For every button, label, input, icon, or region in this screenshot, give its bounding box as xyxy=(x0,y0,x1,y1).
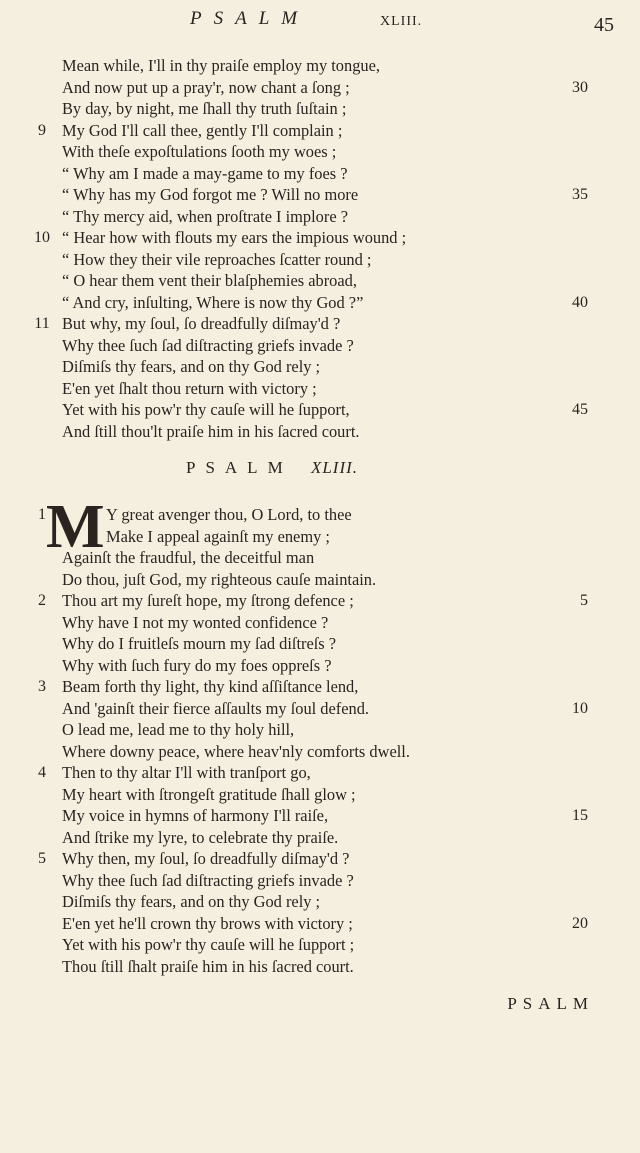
verse-text: And ſtrike my lyre, to celebrate thy praiſe. xyxy=(62,827,339,847)
verse-text: Thou ſtill ſhalt praiſe him in his ſacred court. xyxy=(62,956,354,976)
verse-line xyxy=(0,891,640,913)
verse-text: E'en yet he'll crown thy brows with victory ; xyxy=(62,913,353,933)
verse-line xyxy=(0,163,640,185)
verse-line xyxy=(0,956,640,978)
verse-text: And 'gainſt their fierce aſſaults my ſoul defend. xyxy=(62,698,369,718)
verse-text: Make I appeal againſt my enemy ; xyxy=(106,526,330,546)
verse-line xyxy=(0,526,640,548)
verse-text: E'en yet ſhalt thou return with victory ; xyxy=(62,378,317,398)
verse-line xyxy=(0,421,640,443)
verse-text: Diſmiſs thy fears, and on thy God rely ; xyxy=(62,357,321,376)
verse-line xyxy=(0,356,640,378)
verse-text: Then to thy altar I'll with tranſport go, xyxy=(62,763,311,782)
verse-line xyxy=(0,77,640,99)
line-number: 15 xyxy=(572,807,588,824)
catchword: PSALM xyxy=(507,994,594,1013)
verse-line xyxy=(0,934,640,956)
verse-line xyxy=(0,399,640,421)
verse-number: 3 xyxy=(38,678,46,695)
verse-line xyxy=(0,590,640,612)
verse-text: And now put up a pray'r, now chant a ſong ; xyxy=(62,77,350,97)
verse-text: Yet with his pow'r thy cauſe will he ſupport ; xyxy=(62,935,355,954)
verse-number: 10 xyxy=(34,229,50,246)
line-number: 45 xyxy=(572,401,588,418)
verse-text: My God I'll call thee, gently I'll complain ; xyxy=(62,120,343,140)
verse-number: 1 xyxy=(38,506,46,523)
section-heading-number: XLIII. xyxy=(310,458,359,477)
running-head-psalm-number: XLIII. xyxy=(380,14,423,29)
verse-text: “ Thy mercy aid, when proſtrate I implore ? xyxy=(62,206,348,226)
verse-text: Yet with his pow'r thy cauſe will he ſupport, xyxy=(62,400,350,419)
verse-text: Why do I fruitleſs mourn my ſad diſtreſs ? xyxy=(62,634,337,653)
verse-text: Where downy peace, where heav'nly comforts dwell. xyxy=(62,741,410,761)
verse-text: “ Why am I made a may-game to my foes ? xyxy=(62,163,348,183)
verse-line xyxy=(0,55,640,77)
verse-text: “ O hear them vent their blaſphemies abroad, xyxy=(62,271,357,290)
verse-line xyxy=(0,141,640,163)
verse-text: “ How they their vile reproaches ſcatter round ; xyxy=(62,249,372,269)
verse-line xyxy=(0,270,640,292)
verse-text: And ſtill thou'lt praiſe him in his ſacred court. xyxy=(62,421,360,441)
verse-text: Why with ſuch fury do my foes oppreſs ? xyxy=(62,655,332,675)
verse-number: 11 xyxy=(34,315,50,332)
verse-text: Why thee ſuch ſad diſtracting griefs invade ? xyxy=(62,335,354,355)
verse-line xyxy=(0,569,640,591)
verse-line xyxy=(0,292,640,314)
line-number: 20 xyxy=(572,914,588,932)
verse-line xyxy=(0,805,640,827)
verse-text: Thou art my ſureſt hope, my ſtrong defence ; xyxy=(62,591,354,610)
verse-line xyxy=(0,913,640,935)
verse-line xyxy=(0,120,640,142)
verse-line xyxy=(0,848,640,870)
verse-text: My voice in hymns of harmony I'll raiſe, xyxy=(62,806,329,825)
verse-line xyxy=(0,762,640,784)
verse-text: Y great avenger thou, O Lord, to thee xyxy=(106,505,352,524)
running-head-title: PSALM xyxy=(190,8,310,29)
verse-line xyxy=(0,249,640,271)
verse-line xyxy=(0,870,640,892)
verse-text: With theſe expoſtulations ſooth my woes ; xyxy=(62,142,337,161)
line-number: 5 xyxy=(580,592,588,609)
verse-text: “ And cry, inſulting, Where is now thy God ?” xyxy=(62,292,364,312)
verse-line xyxy=(0,335,640,357)
verse-line xyxy=(0,827,640,849)
verse-text: “ Hear how with flouts my ears the impious wound ; xyxy=(62,228,407,247)
verse-text: Againſt the fraudful, the deceitful man xyxy=(62,548,315,567)
verse-number: 5 xyxy=(38,850,46,867)
section-heading xyxy=(186,458,358,478)
verse-text: O lead me, lead me to thy holy hill, xyxy=(62,720,295,739)
section-heading-title: PSALM xyxy=(186,458,293,477)
line-number: 40 xyxy=(572,293,588,311)
verse-line xyxy=(0,206,640,228)
verse-line xyxy=(0,98,640,120)
verse-text: “ Why has my God forgot me ? Will no more xyxy=(62,185,359,204)
page-number: 45 xyxy=(594,14,614,36)
verse-line xyxy=(0,313,640,335)
line-number: 30 xyxy=(572,78,588,96)
verse-line xyxy=(0,227,640,249)
verse-text: By day, by night, me ſhall thy truth ſuſtain ; xyxy=(62,99,347,118)
verse-line xyxy=(0,378,640,400)
verse-text: Why have I not my wonted confidence ? xyxy=(62,612,329,632)
psalm-42-conclusion xyxy=(0,55,640,442)
verse-line xyxy=(0,676,640,698)
verse-line xyxy=(0,741,640,763)
verse-number: 9 xyxy=(38,121,46,139)
verse-text: Why thee ſuch ſad diſtracting griefs invade ? xyxy=(62,870,354,890)
verse-number: 2 xyxy=(38,592,46,609)
verse-text: Mean while, I'll in thy praiſe employ my tongue, xyxy=(62,56,380,75)
verse-line xyxy=(0,784,640,806)
verse-text: Why then, my ſoul, ſo dreadfully diſmay'd ? xyxy=(62,849,350,868)
verse-text: Do thou, juſt God, my righteous cauſe maintain. xyxy=(62,569,377,589)
verse-line xyxy=(0,612,640,634)
verse-line xyxy=(0,719,640,741)
line-number: 35 xyxy=(572,186,588,203)
verse-text: Diſmiſs thy fears, and on thy God rely ; xyxy=(62,892,321,911)
verse-line xyxy=(0,547,640,569)
verse-number: 4 xyxy=(38,764,46,781)
psalm-43-text xyxy=(0,504,640,977)
drop-capital: M xyxy=(46,493,105,561)
verse-line xyxy=(0,184,640,206)
verse-text: Beam forth thy light, thy kind aſſiſtance lend, xyxy=(62,677,359,696)
verse-text: But why, my ſoul, ſo dreadfully diſmay'd ? xyxy=(62,314,341,333)
verse-text: My heart with ſtrongeſt gratitude ſhall glow ; xyxy=(62,784,356,804)
verse-line xyxy=(0,633,640,655)
verse-line xyxy=(0,504,640,526)
verse-line xyxy=(0,698,640,720)
verse-line xyxy=(0,655,640,677)
line-number: 10 xyxy=(572,699,588,717)
